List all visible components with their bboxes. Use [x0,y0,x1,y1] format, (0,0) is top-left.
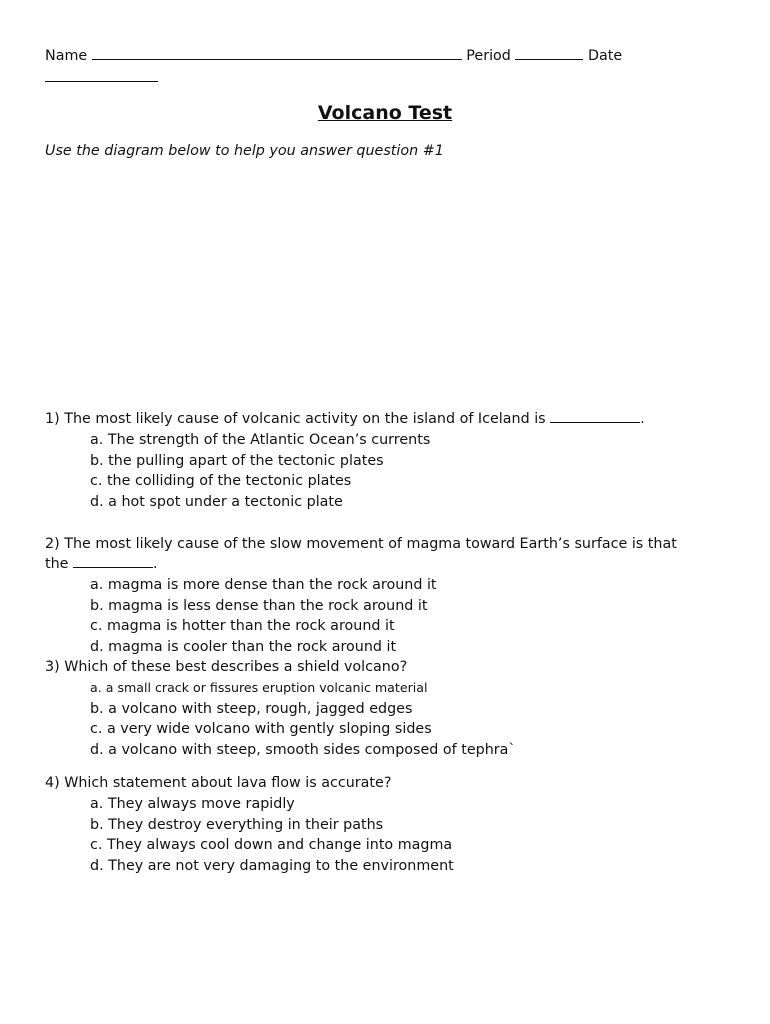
date-blank[interactable] [45,68,158,82]
question-1-stem-end: . [640,411,645,427]
name-label: Name [45,48,88,64]
header-line [45,46,622,66]
instruction-text: Use the diagram below to help you answer question #1 [45,143,444,159]
question-1-option-a[interactable]: a. The strength of the Atlantic Ocean’s currents [90,432,431,448]
question-2-blank[interactable] [73,554,153,568]
page-title: Volcano Test [317,102,453,124]
question-1-option-b[interactable]: b. the pulling apart of the tectonic plates [90,453,384,469]
question-1-stem [45,409,645,429]
question-1-option-d[interactable]: d. a hot spot under a tectonic plate [90,494,343,510]
diagram-area [45,172,725,397]
question-1-option-c[interactable]: c. the colliding of the tectonic plates [90,473,352,489]
question-4-option-b[interactable]: b. They destroy everything in their paths [90,817,384,833]
question-2-stem-end: . [153,556,158,572]
question-4-stem: 4) Which statement about lava flow is accurate? [45,775,392,791]
question-4-option-c[interactable]: c. They always cool down and change into magma [90,837,453,853]
date-blank-line [45,68,158,88]
question-2-stem-cont-text: the [45,556,69,572]
question-1-blank[interactable] [550,409,640,423]
question-2-option-c[interactable]: c. magma is hotter than the rock around it [90,618,395,634]
name-blank[interactable] [92,46,462,60]
question-2-option-b[interactable]: b. magma is less dense than the rock around it [90,598,428,614]
period-blank[interactable] [515,46,583,60]
question-2-stem: 2) The most likely cause of the slow movement of magma toward Earth’s surface is that [45,536,677,552]
question-3-option-d[interactable]: d. a volcano with steep, smooth sides composed of tephra` [90,742,516,758]
question-3-stem: 3) Which of these best describes a shield volcano? [45,659,408,675]
question-4-option-a[interactable]: a. They always move rapidly [90,796,295,812]
question-2-stem-cont [45,554,158,574]
question-3-option-c[interactable]: c. a very wide volcano with gently sloping sides [90,721,432,737]
date-label: Date [587,48,623,64]
period-label: Period [466,48,511,64]
question-2-option-a[interactable]: a. magma is more dense than the rock around it [90,577,437,593]
question-2-option-d[interactable]: d. magma is cooler than the rock around it [90,639,397,655]
question-1-text: 1) The most likely cause of volcanic activity on the island of Iceland is [45,411,546,427]
question-4-option-d[interactable]: d. They are not very damaging to the environment [90,858,454,874]
question-3-option-a[interactable]: a. a small crack or fissures eruption volcanic material [90,680,428,695]
question-3-option-b[interactable]: b. a volcano with steep, rough, jagged edges [90,701,413,717]
